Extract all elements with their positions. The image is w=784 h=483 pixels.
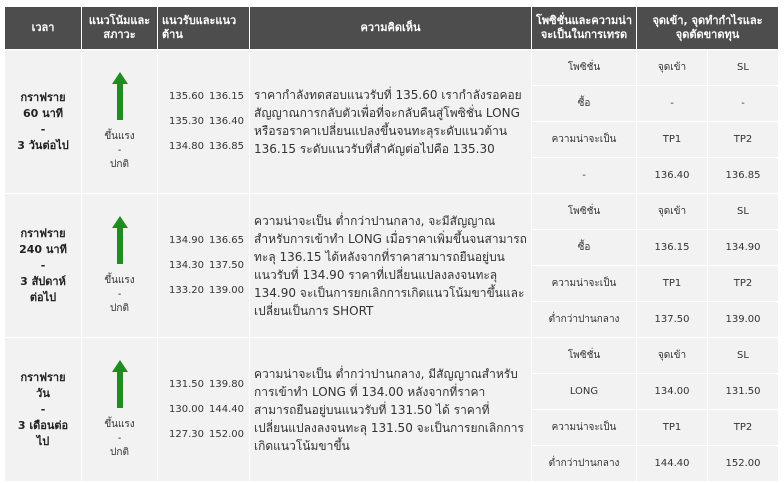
entry-value: -: [637, 86, 708, 122]
position-label: โพซิชั่น: [532, 50, 637, 86]
position-value: LONG: [532, 374, 637, 410]
tp1-value: 144.40: [637, 446, 708, 482]
header-targets: จุดเข้า, จุดทำกำไรและ จุดตัดขาดทุน: [637, 7, 779, 50]
tp2-value: 139.00: [708, 302, 779, 338]
tp1-label: TP1: [637, 410, 708, 446]
header-row: [5, 7, 779, 50]
header-comment: ความคิดเห็น: [250, 7, 532, 50]
level-pair: 135.30 136.40: [169, 116, 244, 127]
tp1-label: TP1: [637, 266, 708, 302]
position-value: ซื้อ: [532, 230, 637, 266]
entry-label: จุดเข้า: [637, 338, 708, 374]
header-trend: แนวโน้มและ สภาวะ: [82, 7, 158, 50]
entry-label: จุดเข้า: [637, 194, 708, 230]
level-pair: 134.30 137.50: [169, 260, 244, 271]
comment-cell: ความน่าจะเป็น ต่ำกว่าปานกลาง, จะมีสัญญาณสำหรับการเข้าทำ LONG เมื่อราคาเพิ่มขึ้นจนสามารถทะลุ 136.15 ได้หลังจากที่ราคาสามารถยืนอยู่บนแนวรับที่ 134.90 ราคาที่เปลี่ยนแปลงลงจนทะลุ 134.90 จะเป็นการยกเลิกการเกิดแนวโน้มขาขึ้นและเปลี่ยนเป็นการ SHORT: [250, 194, 532, 338]
trend-cell: ขึ้นแรง - ปกติ: [82, 50, 158, 194]
level-pair: 127.30 152.00: [169, 429, 244, 440]
probability-value: ต่ำกว่าปานกลาง: [532, 446, 637, 482]
trend-cell: ขึ้นแรง - ปกติ: [82, 338, 158, 482]
sl-value: 134.90: [708, 230, 779, 266]
levels-cell: [158, 50, 250, 194]
arrow-up-icon: [112, 72, 128, 120]
position-label: โพซิชั่น: [532, 338, 637, 374]
tp2-label: TP2: [708, 122, 779, 158]
entry-value: 136.15: [637, 230, 708, 266]
tp2-value: 136.85: [708, 158, 779, 194]
comment-cell: ราคากำลังทดสอบแนวรับที่ 135.60 เรากำลังรอคอยสัญญาณการกลับตัวเพื่อที่จะกลับคืนสู่โพซิชั่น LONG หรือรอราคาเปลี่ยนแปลงขึ้นจนทะลุระดับแนวต้าน 136.15 ระดับแนวรับที่สำคัญต่อไปคือ 135.30: [250, 50, 532, 194]
forecast-table: [4, 6, 779, 482]
level-pair: 130.00 144.40: [169, 404, 244, 415]
probability-value: ต่ำกว่าปานกลาง: [532, 302, 637, 338]
level-pair: 135.60 136.15: [169, 91, 244, 102]
arrow-up-icon: [112, 216, 128, 264]
level-pair: 131.50 139.80: [169, 379, 244, 390]
table-row: [5, 194, 779, 230]
sl-label: SL: [708, 338, 779, 374]
timeframe-cell: กราฟราย 240 นาที - 3 สัปดาห์ ต่อไป: [5, 194, 82, 338]
entry-label: จุดเข้า: [637, 50, 708, 86]
comment-cell: ความน่าจะเป็น ต่ำกว่าปานกลาง, มีสัญญาณสำหรับการเข้าทำ LONG ที่ 134.00 หลังจากที่ราคาสามารถยืนอยู่บนแนวรับที่ 131.50 ได้ ราคาที่เปลี่ยนแปลงลงจนทะลุ 131.50 จะเป็นการยกเลิกการเกิดแนวโน้มขาขึ้น: [250, 338, 532, 482]
level-pair: 134.90 136.65: [169, 235, 244, 246]
trend-cell: ขึ้นแรง - ปกติ: [82, 194, 158, 338]
level-pair: 133.20 139.00: [169, 285, 244, 296]
level-pair: 134.80 136.85: [169, 141, 244, 152]
probability-label: ความน่าจะเป็น: [532, 410, 637, 446]
sl-label: SL: [708, 194, 779, 230]
position-label: โพซิชั่น: [532, 194, 637, 230]
timeframe-cell: กราฟราย วัน - 3 เดือนต่อ ไป: [5, 338, 82, 482]
sl-value: -: [708, 86, 779, 122]
tp2-label: TP2: [708, 410, 779, 446]
probability-label: ความน่าจะเป็น: [532, 266, 637, 302]
table-row: [5, 50, 779, 86]
table-row: [5, 338, 779, 374]
timeframe-cell: กราฟราย 60 นาที - 3 วันต่อไป: [5, 50, 82, 194]
entry-value: 134.00: [637, 374, 708, 410]
probability-label: ความน่าจะเป็น: [532, 122, 637, 158]
sl-label: SL: [708, 50, 779, 86]
header-levels: แนวรับและแนว ต้าน: [158, 7, 250, 50]
position-value: ซื้อ: [532, 86, 637, 122]
tp1-value: 137.50: [637, 302, 708, 338]
sl-value: 131.50: [708, 374, 779, 410]
header-time: เวลา: [5, 7, 82, 50]
levels-cell: [158, 194, 250, 338]
levels-cell: [158, 338, 250, 482]
tp2-value: 152.00: [708, 446, 779, 482]
tp1-label: TP1: [637, 122, 708, 158]
arrow-up-icon: [112, 360, 128, 408]
header-position: โพซิชั่นและความน่า จะเป็นในการเทรด: [532, 7, 637, 50]
tp1-value: 136.40: [637, 158, 708, 194]
tp2-label: TP2: [708, 266, 779, 302]
probability-value: -: [532, 158, 637, 194]
